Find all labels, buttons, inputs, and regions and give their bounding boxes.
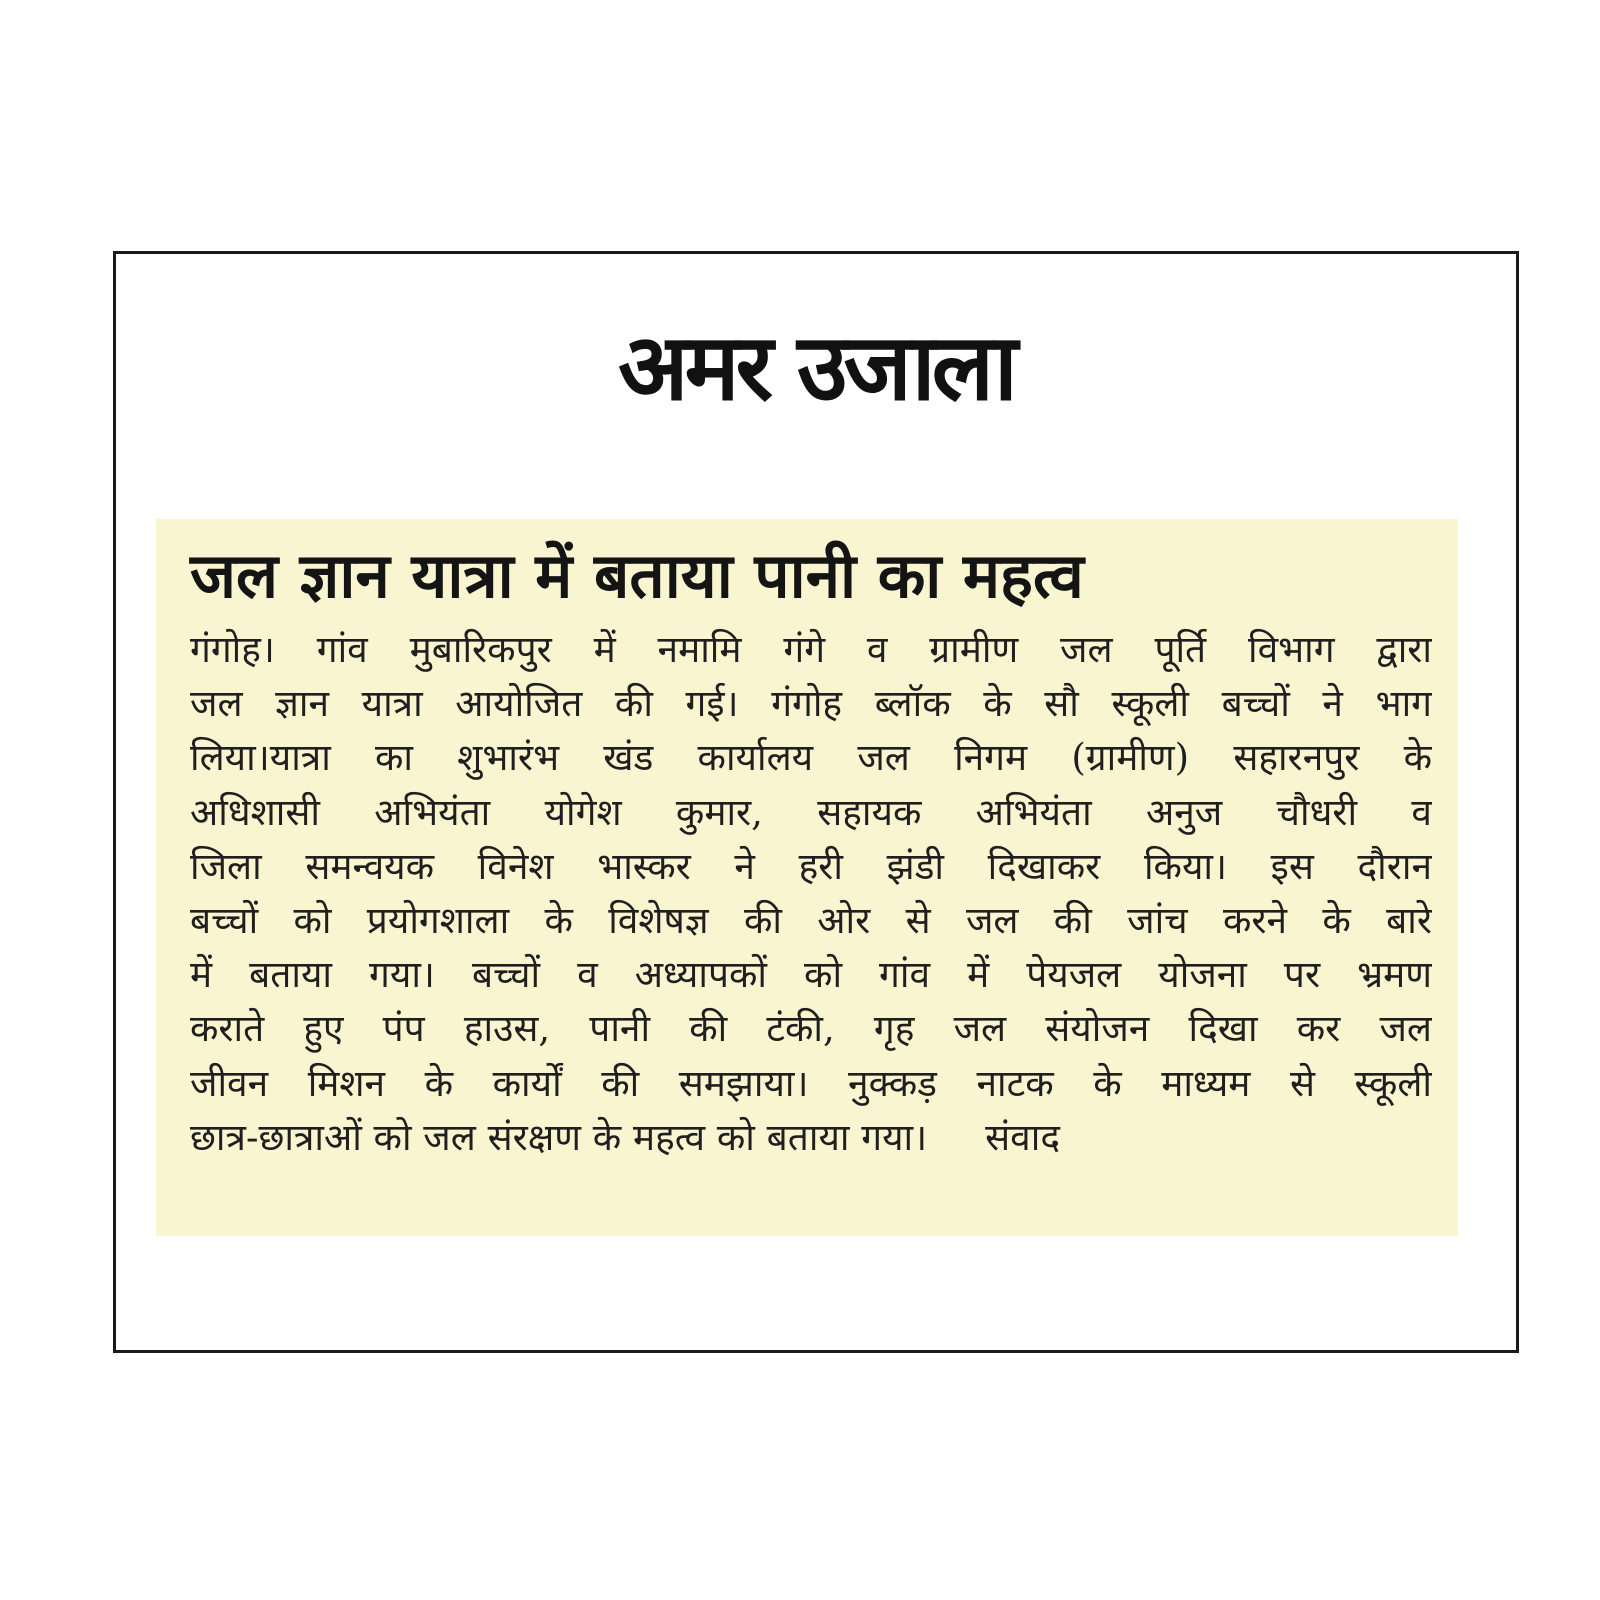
- article-line: छात्र-छात्राओं को जल संरक्षण के महत्व को बताया गया।: [190, 1115, 928, 1159]
- news-clipping: [156, 519, 1458, 1236]
- article-last-line: [190, 1111, 1432, 1165]
- article-line: कराते हुए पंप हाउस, पानी की टंकी, गृह जल संयोजन दिखा कर जल: [190, 1007, 1432, 1051]
- article-line: जिला समन्वयक विनेश भास्कर ने हरी झंडी दिखाकर किया। इस दौरान: [190, 844, 1432, 888]
- article-headline: जल ज्ञान यात्रा में बताया पानी का महत्व: [190, 539, 1084, 612]
- article-body: [190, 623, 1432, 1165]
- article-line: बच्चों को प्रयोगशाला के विशेषज्ञ की ओर से जल की जांच करने के बारे: [190, 899, 1432, 943]
- clipping-frame: [113, 251, 1519, 1353]
- article-line: अधिशासी अभियंता योगेश कुमार, सहायक अभियंता अनुज चौधरी व: [190, 790, 1432, 834]
- article-line: में बताया गया। बच्चों व अध्यापकों को गांव में पेयजल योजना पर भ्रमण: [190, 953, 1432, 997]
- article-line: गंगोह। गांव मुबारिकपुर में नमामि गंगे व ग्रामीण जल पूर्ति विभाग द्वारा: [190, 628, 1432, 671]
- newspaper-masthead: अमर उजाला: [618, 314, 1014, 421]
- article-line: जल ज्ञान यात्रा आयोजित की गई। गंगोह ब्लॉक के सौ स्कूली बच्चों ने भाग: [190, 682, 1432, 726]
- article-line: लिया।यात्रा का शुभारंभ खंड कार्यालय जल निगम (ग्रामीण) सहारनपुर के: [190, 736, 1432, 780]
- article-line: जीवन मिशन के कार्यों की समझाया। नुक्कड़ नाटक के माध्यम से स्कूली: [190, 1061, 1432, 1105]
- article-byline: संवाद: [985, 1115, 1060, 1159]
